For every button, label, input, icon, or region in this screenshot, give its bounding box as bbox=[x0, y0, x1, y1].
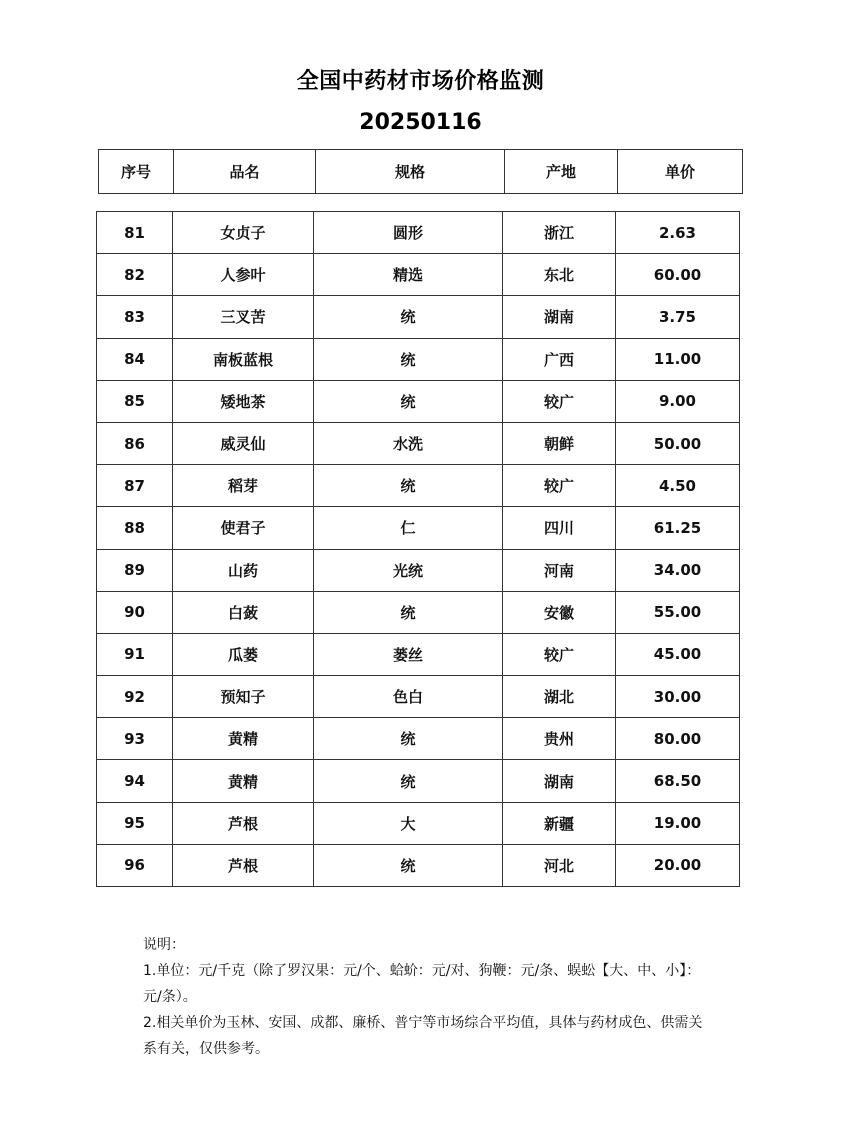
header-row bbox=[99, 150, 743, 194]
cell-name: 威灵仙 bbox=[173, 422, 314, 464]
cell-price: 60.00 bbox=[616, 254, 740, 296]
cell-index: 84 bbox=[97, 338, 173, 380]
cell-name: 芦根 bbox=[173, 802, 314, 844]
cell-price: 19.00 bbox=[616, 802, 740, 844]
table-row bbox=[97, 676, 740, 718]
cell-index: 88 bbox=[97, 507, 173, 549]
cell-name: 三叉苦 bbox=[173, 296, 314, 338]
table-row bbox=[97, 633, 740, 675]
cell-name: 黄精 bbox=[173, 718, 314, 760]
notes-heading: 说明： bbox=[143, 937, 185, 953]
cell-name: 预知子 bbox=[173, 676, 314, 718]
cell-price: 3.75 bbox=[616, 296, 740, 338]
cell-index: 91 bbox=[97, 633, 173, 675]
cell-name: 黄精 bbox=[173, 760, 314, 802]
cell-price: 50.00 bbox=[616, 422, 740, 464]
cell-price: 55.00 bbox=[616, 591, 740, 633]
cell-name: 芦根 bbox=[173, 844, 314, 886]
cell-origin: 较广 bbox=[503, 465, 616, 507]
cell-price: 2.63 bbox=[616, 212, 740, 254]
cell-origin: 新疆 bbox=[503, 802, 616, 844]
cell-price: 9.00 bbox=[616, 380, 740, 422]
cell-spec: 统 bbox=[314, 760, 503, 802]
cell-price: 11.00 bbox=[616, 338, 740, 380]
cell-name: 稻芽 bbox=[173, 465, 314, 507]
cell-name: 矮地茶 bbox=[173, 380, 314, 422]
cell-spec: 大 bbox=[314, 802, 503, 844]
cell-price: 34.00 bbox=[616, 549, 740, 591]
notes bbox=[143, 932, 703, 1062]
cell-origin: 河北 bbox=[503, 844, 616, 886]
cell-origin: 朝鲜 bbox=[503, 422, 616, 464]
cell-spec: 色白 bbox=[314, 676, 503, 718]
cell-index: 87 bbox=[97, 465, 173, 507]
cell-spec: 仁 bbox=[314, 507, 503, 549]
cell-index: 95 bbox=[97, 802, 173, 844]
cell-spec: 圆形 bbox=[314, 212, 503, 254]
cell-spec: 光统 bbox=[314, 549, 503, 591]
page-title: 全国中药材市场价格监测 bbox=[296, 69, 545, 94]
cell-spec: 精选 bbox=[314, 254, 503, 296]
table-row bbox=[97, 296, 740, 338]
cell-origin: 湖南 bbox=[503, 760, 616, 802]
cell-origin: 四川 bbox=[503, 507, 616, 549]
cell-price: 68.50 bbox=[616, 760, 740, 802]
cell-price: 20.00 bbox=[616, 844, 740, 886]
cell-spec: 统 bbox=[314, 718, 503, 760]
table-row bbox=[97, 802, 740, 844]
cell-origin: 贵州 bbox=[503, 718, 616, 760]
cell-index: 92 bbox=[97, 676, 173, 718]
cell-origin: 浙江 bbox=[503, 212, 616, 254]
table-row bbox=[97, 507, 740, 549]
table-row bbox=[97, 591, 740, 633]
cell-spec: 统 bbox=[314, 296, 503, 338]
table-row bbox=[97, 338, 740, 380]
cell-origin: 东北 bbox=[503, 254, 616, 296]
table-row bbox=[97, 465, 740, 507]
table-row bbox=[97, 760, 740, 802]
table-row bbox=[97, 549, 740, 591]
table-row bbox=[97, 422, 740, 464]
cell-name: 女贞子 bbox=[173, 212, 314, 254]
table-row bbox=[97, 718, 740, 760]
cell-spec: 统 bbox=[314, 338, 503, 380]
table-header bbox=[98, 149, 743, 194]
cell-price: 61.25 bbox=[616, 507, 740, 549]
column-header-name: 品名 bbox=[174, 150, 316, 194]
cell-origin: 较广 bbox=[503, 633, 616, 675]
cell-price: 80.00 bbox=[616, 718, 740, 760]
cell-index: 89 bbox=[97, 549, 173, 591]
cell-origin: 湖北 bbox=[503, 676, 616, 718]
column-header-spec: 规格 bbox=[316, 150, 505, 194]
cell-index: 86 bbox=[97, 422, 173, 464]
cell-name: 使君子 bbox=[173, 507, 314, 549]
cell-spec: 统 bbox=[314, 465, 503, 507]
cell-index: 81 bbox=[97, 212, 173, 254]
cell-price: 45.00 bbox=[616, 633, 740, 675]
cell-spec: 统 bbox=[314, 591, 503, 633]
column-header-index: 序号 bbox=[99, 150, 174, 194]
cell-spec: 蒌丝 bbox=[314, 633, 503, 675]
cell-spec: 水洗 bbox=[314, 422, 503, 464]
cell-index: 93 bbox=[97, 718, 173, 760]
table-row bbox=[97, 212, 740, 254]
cell-origin: 广西 bbox=[503, 338, 616, 380]
cell-origin: 湖南 bbox=[503, 296, 616, 338]
notes-line-1: 1.单位：元/千克（除了罗汉果：元/个、蛤蚧：元/对、狗鞭：元/条、蜈蚣【大、中、小】：元/条）。 bbox=[143, 963, 701, 1005]
cell-index: 85 bbox=[97, 380, 173, 422]
cell-origin: 河南 bbox=[503, 549, 616, 591]
cell-index: 94 bbox=[97, 760, 173, 802]
cell-index: 96 bbox=[97, 844, 173, 886]
price-table bbox=[96, 211, 740, 887]
cell-name: 南板蓝根 bbox=[173, 338, 314, 380]
cell-name: 瓜蒌 bbox=[173, 633, 314, 675]
cell-price: 30.00 bbox=[616, 676, 740, 718]
table-row bbox=[97, 844, 740, 886]
cell-name: 山药 bbox=[173, 549, 314, 591]
column-header-origin: 产地 bbox=[505, 150, 618, 194]
cell-name: 人参叶 bbox=[173, 254, 314, 296]
cell-index: 83 bbox=[97, 296, 173, 338]
cell-name: 白蔹 bbox=[173, 591, 314, 633]
column-header-price: 单价 bbox=[618, 150, 743, 194]
notes-line-2: 2.相关单价为玉林、安国、成都、廉桥、普宁等市场综合平均值，具体与药材成色、供需关系有关，仅供参考。 bbox=[143, 1015, 703, 1057]
report-date: 20250116 bbox=[359, 110, 482, 135]
cell-index: 90 bbox=[97, 591, 173, 633]
table-row bbox=[97, 254, 740, 296]
cell-spec: 统 bbox=[314, 380, 503, 422]
cell-price: 4.50 bbox=[616, 465, 740, 507]
cell-spec: 统 bbox=[314, 844, 503, 886]
cell-origin: 安徽 bbox=[503, 591, 616, 633]
cell-index: 82 bbox=[97, 254, 173, 296]
cell-origin: 较广 bbox=[503, 380, 616, 422]
table-row bbox=[97, 380, 740, 422]
